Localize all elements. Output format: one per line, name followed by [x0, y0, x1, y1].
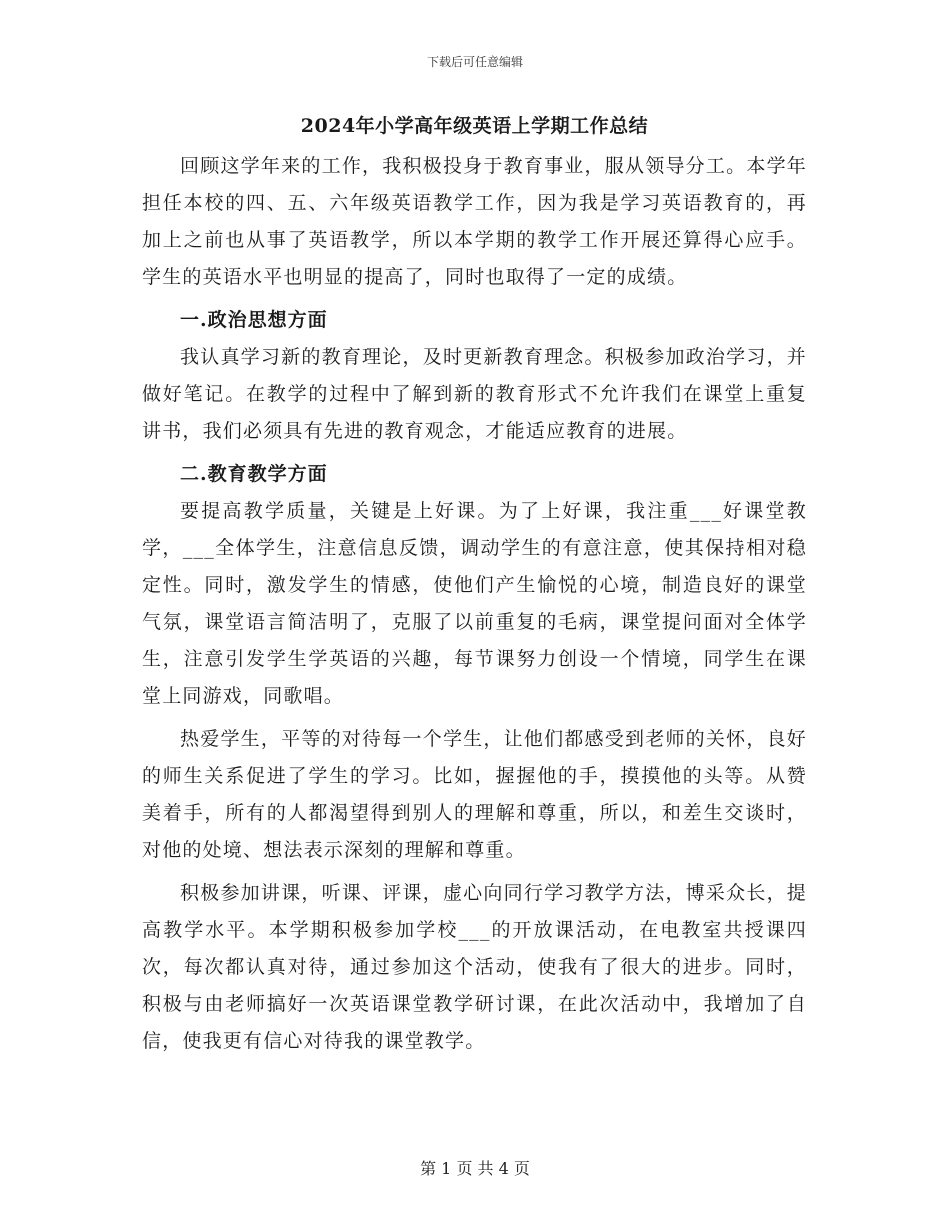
- paragraph-teaching-quality: 要提高教学质量，关键是上好课。为了上好课，我注重___好课堂教学，___全体学生，注意信息反馈，调动学生的有意注意，使其保持相对稳定性。同时，激发学生的情感，使他们产生愉悦的心境，制造良好的课堂气氛，课堂语言简洁明了，克服了以前重复的毛病，课堂提问面对全体学生，注意引发学生学英语的兴趣，每节课努力创设一个情境，同学生在课堂上同游戏，同歌唱。: [142, 500, 807, 707]
- paragraph-politics: 我认真学习新的教育理论，及时更新教育理念。积极参加政治学习，并做好笔记。在教学的过程中了解到新的教育形式不允许我们在课堂上重复讲书，我们必须具有先进的教育观念，才能适应教育的进展。: [142, 346, 807, 442]
- section-heading-politics: 一.政治思想方面: [180, 309, 328, 331]
- paragraph-caring-students: 热爱学生，平等的对待每一个学生，让他们都感受到老师的关怀，良好的师生关系促进了学生的学习。比如，握握他的手，摸摸他的头等。从赞美着手，所有的人都渴望得到别人的理解和尊重，所以，和差生交谈时，对他的处境、想法表示深刻的理解和尊重。: [142, 728, 807, 861]
- header-note: 下载后可任意编辑: [426, 55, 523, 69]
- paragraph-lecture-activities: 积极参加讲课，听课、评课，虚心向同行学习教学方法，博采众长，提高教学水平。本学期积极参加学校___的开放课活动，在电教室共授课四次，每次都认真对待，通过参加这个活动，使我有了很大的进步。同时，积极与由老师搞好一次英语课堂教学研讨课，在此次活动中，我增加了自信，使我更有信心对待我的课堂教学。: [142, 882, 807, 1052]
- section-heading-teaching: 二.教育教学方面: [180, 463, 328, 485]
- page-footer: 第 1 页 共 4 页: [420, 1159, 530, 1178]
- document-body: [142, 112, 807, 1060]
- document-title: 2024年小学高年级英语上学期工作总结: [300, 115, 649, 137]
- paragraph-intro: 回顾这学年来的工作，我积极投身于教育事业，服从领导分工。本学年担任本校的四、五、六年级英语教学工作，因为我是学习英语教育的，再加上之前也从事了英语教学，所以本学期的教学工作开展还算得心应手。学生的英语水平也明显的提高了，同时也取得了一定的成绩。: [142, 155, 807, 288]
